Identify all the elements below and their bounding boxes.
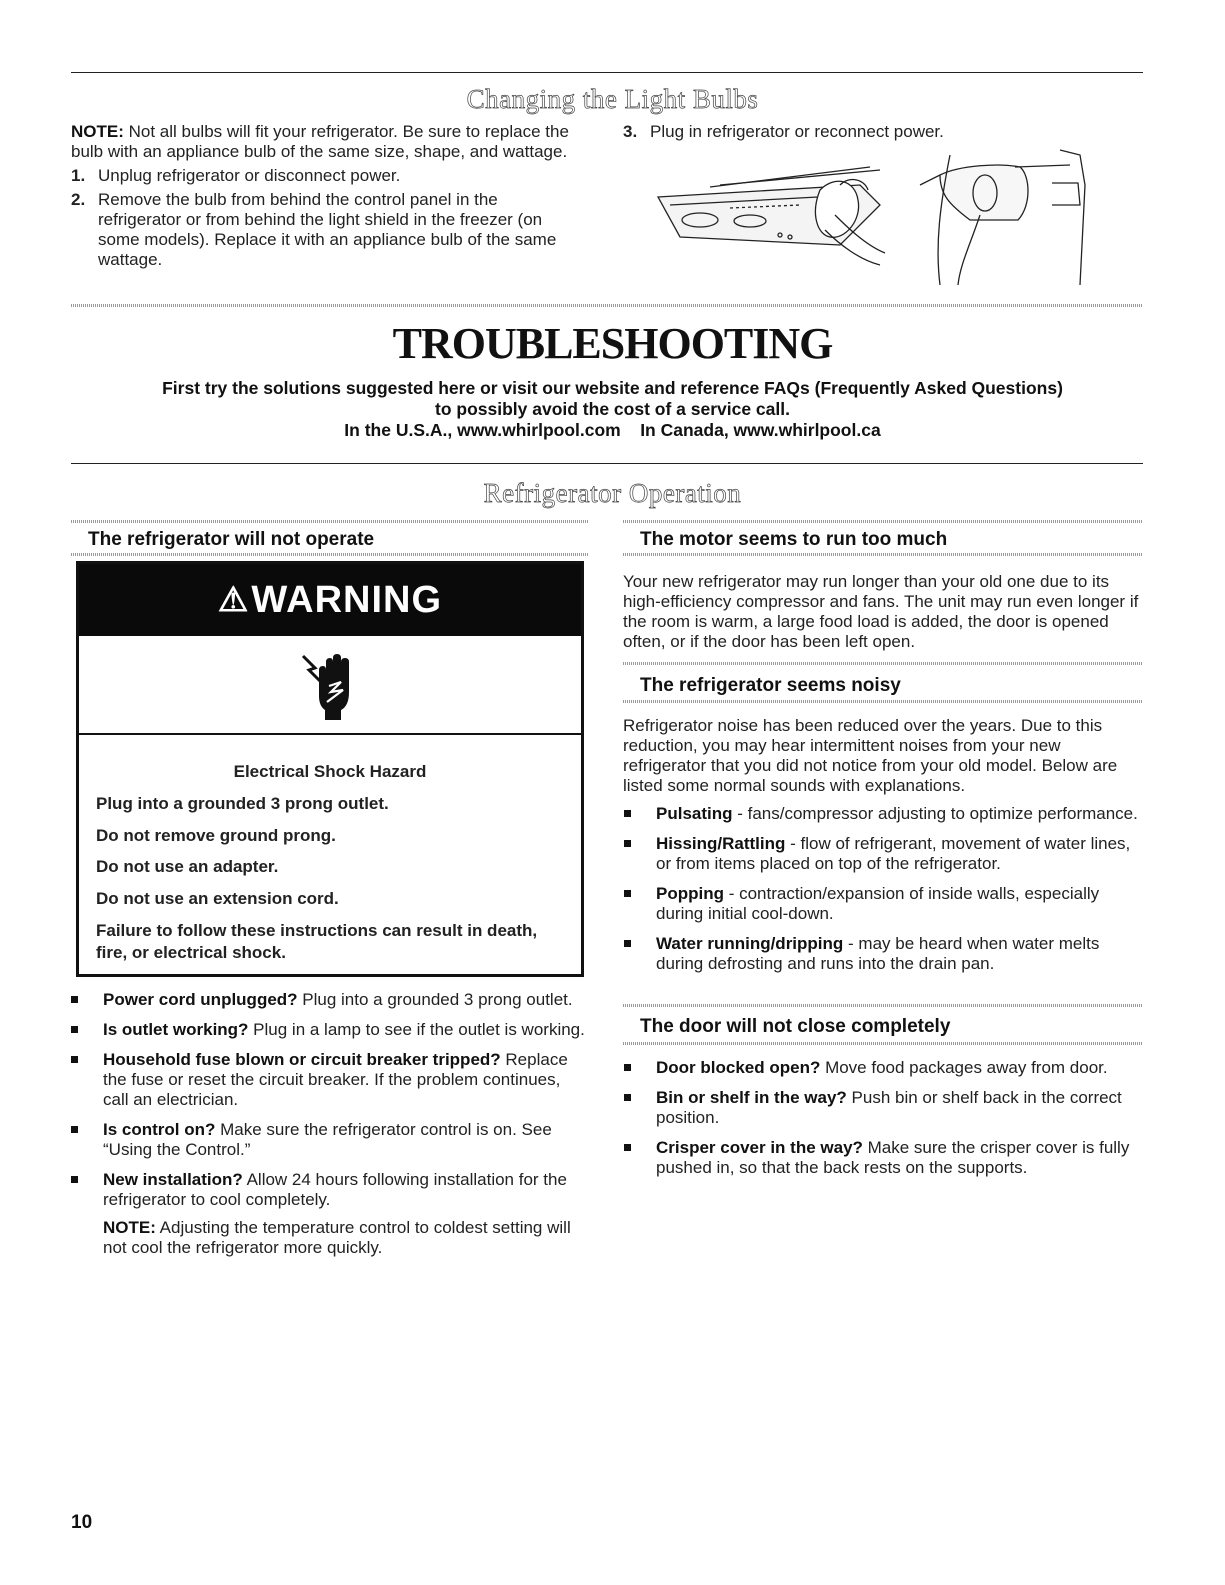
list-item: Power cord unplugged? Plug into a grounded 3 prong outlet. (66, 990, 588, 1010)
list-item: Popping - contraction/expansion of inside walls, especially during initial cool-down. (619, 884, 1143, 924)
warning-line: Plug into a grounded 3 prong outlet. (96, 794, 389, 813)
heading-top-rule (623, 662, 1143, 665)
list-item: Household fuse blown or circuit breaker tripped? Replace the fuse or reset the circuit breaker. If the problem continues, call an electrician. (66, 1050, 588, 1110)
list-item: Door blocked open? Move food packages away from door. (619, 1058, 1143, 1078)
hazard-text: Electrical Shock Hazard (233, 762, 427, 781)
section-heading: The refrigerator will not operate (88, 529, 375, 550)
troubleshooting-intro (0, 378, 1225, 441)
heading-top-rule (623, 520, 1143, 523)
list-item: Is outlet working? Plug in a lamp to see if the outlet is working. (66, 1020, 588, 1040)
intro-line: In the U.S.A., www.whirlpool.com In Canada, www.whirlpool.ca (344, 420, 881, 440)
warning-line: Do not remove ground prong. (96, 826, 336, 845)
list-item: Pulsating - fans/compressor adjusting to optimize performance. (619, 804, 1143, 824)
dotted-separator (71, 304, 1143, 307)
light-bulbs-left (71, 122, 571, 274)
note-text: Not all bulbs will fit your refrigerator. Be sure to replace the bulb with an appliance bulb of the same size, shape, and wattage. (71, 122, 569, 161)
warning-box (76, 561, 584, 977)
list-item: Crisper cover in the way? Make sure the crisper cover is fully pushed in, so that the back rests on the supports. (619, 1138, 1143, 1178)
light-bulbs-title: Changing the Light Bulbs (466, 84, 759, 114)
intro-line: to possibly avoid the cost of a service call. (435, 399, 790, 419)
list-item: Hissing/Rattling - flow of refrigerant, movement of water lines, or from items placed on top of the refrigerator. (619, 834, 1143, 874)
list-item: Bin or shelf in the way? Push bin or shelf back in the correct position. (619, 1088, 1143, 1128)
section-heading: The motor seems to run too much (640, 529, 948, 550)
electric-shock-hand-icon (301, 652, 361, 722)
door-list (619, 1058, 1143, 1188)
warning-line: fire, or electrical shock. (96, 943, 286, 962)
bulb-replacement-illustration (640, 145, 1120, 293)
section-heading: The refrigerator seems noisy (640, 675, 901, 696)
list-item: Is control on? Make sure the refrigerator control is on. See “Using the Control.” (66, 1120, 588, 1160)
heading-bottom-rule (623, 700, 1143, 703)
heading-bottom-rule (71, 553, 588, 556)
light-bulbs-note (71, 122, 571, 162)
warning-separator (79, 733, 581, 735)
heading-top-rule (71, 520, 588, 523)
heading-bottom-rule (623, 1042, 1143, 1045)
list-item: Water running/dripping - may be heard when water melts during defrosting and runs into the drain pan. (619, 934, 1143, 974)
warning-line: Failure to follow these instructions can result in death, (96, 921, 538, 940)
page-number: 10 (71, 1512, 93, 1533)
light-bulb-steps (71, 166, 571, 270)
will-not-operate-list (66, 990, 588, 1258)
noisy-text: Refrigerator noise has been reduced over the years. Due to this reduction, you may hear intermittent noises from your new refrigerator that you did not notice from your old model. Below are listed some normal sounds with explanations. (623, 716, 1118, 795)
warning-line: Do not use an adapter. (96, 857, 279, 876)
section-heading: The door will not close completely (640, 1016, 951, 1037)
warning-label: WARNING (251, 579, 443, 621)
step-item: 3. Plug in refrigerator or reconnect power. (623, 122, 944, 141)
intro-line: First try the solutions suggested here or visit our website and reference FAQs (Frequently Asked Questions) (162, 378, 1063, 398)
motor-text: Your new refrigerator may run longer than your old one due to its high-efficiency compressor and fans. The unit may run even longer if the room is warm, a large food load is added, the door is opened often, or if the door has been left open. (623, 572, 1139, 651)
warning-line: Do not use an extension cord. (96, 889, 339, 908)
heading-top-rule (623, 1004, 1143, 1007)
operation-title: Refrigerator Operation (483, 478, 742, 508)
step-item: 2. Remove the bulb from behind the control panel in the refrigerator or from behind the light shield in the freezer (on some models). Replace it with an appliance bulb of the same wattage. (71, 190, 557, 269)
heading-bottom-rule (623, 553, 1143, 556)
warning-band (79, 564, 581, 636)
troubleshooting-title: TROUBLESHOOTING (392, 319, 833, 368)
step-item: 1. Unplug refrigerator or disconnect power. (71, 166, 401, 185)
warning-triangle-icon: ⚠ (217, 581, 250, 619)
top-rule (71, 72, 1143, 73)
section-rule (71, 463, 1143, 464)
operate-note: NOTE: Adjusting the temperature control to coldest setting will not cool the refrigerator more quickly. (103, 1218, 571, 1257)
noisy-section (623, 716, 1143, 984)
note-label: NOTE: (71, 122, 124, 141)
list-item: New installation? Allow 24 hours following installation for the refrigerator to cool completely. (66, 1170, 588, 1210)
light-bulbs-right (623, 122, 1143, 146)
